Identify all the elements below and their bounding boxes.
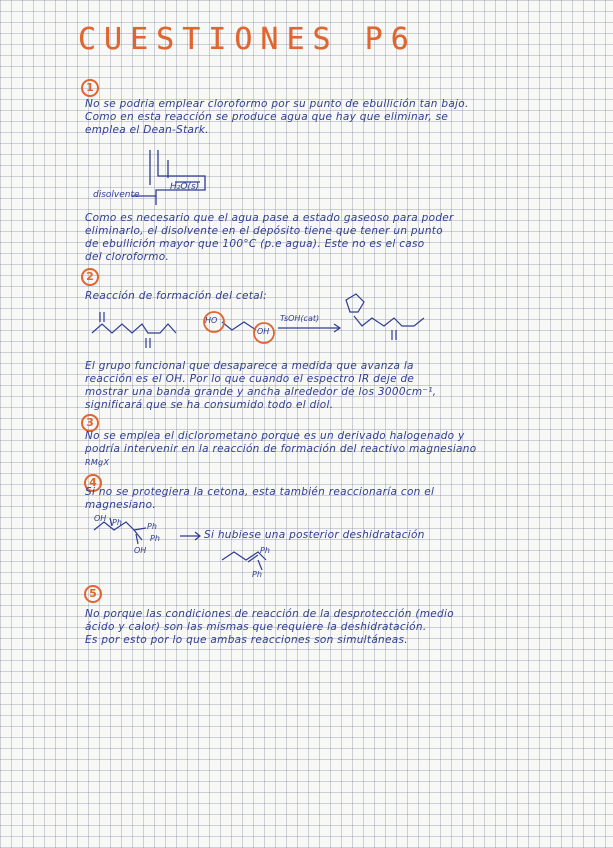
question-4-number: 4 [84,474,102,492]
q2-line: El grupo funcional que desaparece a medida que avanza la [85,360,414,372]
question-3-answer [85,430,476,469]
q1-line: del cloroformo. [85,251,170,263]
ho-label: HO [205,316,218,325]
oh-label: OH [257,327,270,336]
question-5-number: 5 [84,585,102,603]
solvent-label: disolvente [93,190,140,200]
struct-label: Ph [147,522,157,531]
product-label: Ph [252,570,262,579]
question-2-number: 2 [81,268,99,286]
q5-line: ácido y calor) son las mismas que requiere la deshidratación. [85,621,427,633]
ketal-structure [346,294,364,312]
product-label: Ph [260,546,270,555]
q1-line: eliminarlo, el disolvente en el depósito tiene que tener un punto [85,225,443,237]
water-label: H₂O(s) [170,182,200,192]
page-title: CUESTIONES P6 [78,22,417,57]
question-2-answer [85,360,436,412]
q4-arrow-text: Si hubiese una posterior deshidratación [204,529,425,541]
q2-line: mostrar una banda grande y ancha alrededor de los 3000cm⁻¹, [85,386,437,398]
question-4-answer [85,486,434,512]
q2-line: significará que se ha consumido todo el diol. [85,399,334,411]
dehydration-text [204,529,425,542]
q1-line: Como es necesario que el agua pase a estado gaseoso para poder [85,212,454,224]
ketoester-structure [92,324,176,333]
q3-line: podría intervenir en la reacción de formación del reactivo magnesiano [85,443,477,455]
q1-line: Como en esta reacción se produce agua que hay que eliminar, se [85,111,449,123]
question-5-answer [85,608,454,647]
dean-stark-diagram [132,150,205,205]
q3-line: No se emplea el diclorometano porque es un derivado halogenado y [85,430,465,442]
q1-line: No se podria emplear cloroformo por su punto de ebullición tan bajo. [85,98,469,110]
q4-line: Si no se protegiera la cetona, esta también reaccionaría con el [85,486,435,498]
q4-line: magnesiano. [85,499,156,511]
q2-heading-text: Reacción de formación del cetal: [85,290,267,302]
question-2-heading [85,290,267,303]
struct-label: OH [134,546,147,555]
struct-label: OH [94,514,107,523]
question-3-number: 3 [81,414,99,432]
struct-label: Ph [150,534,160,543]
catalyst-label: TsOH(cat) [280,314,320,323]
q2-line: reacción es el OH. Por lo que cuando el espectro IR deje de [85,373,415,385]
q5-line: No porque las condiciones de reacción de la desprotección (medio [85,608,454,620]
question-1-number: 1 [81,79,99,97]
dehydration-arrow [180,532,200,540]
reaction-arrow [278,324,340,332]
struct-label: Ph [112,518,122,527]
q3-line: RMgX [85,458,110,467]
q1-line: emplea el Dean-Stark. [85,124,209,136]
q5-line: Es por esto por lo que ambas reacciones son simultáneas. [85,634,408,646]
q1-line: de ebullición mayor que 100°C (p.e agua). Este no es el caso [85,238,425,250]
diol-structure [222,322,256,330]
question-1-explanation [85,212,454,264]
